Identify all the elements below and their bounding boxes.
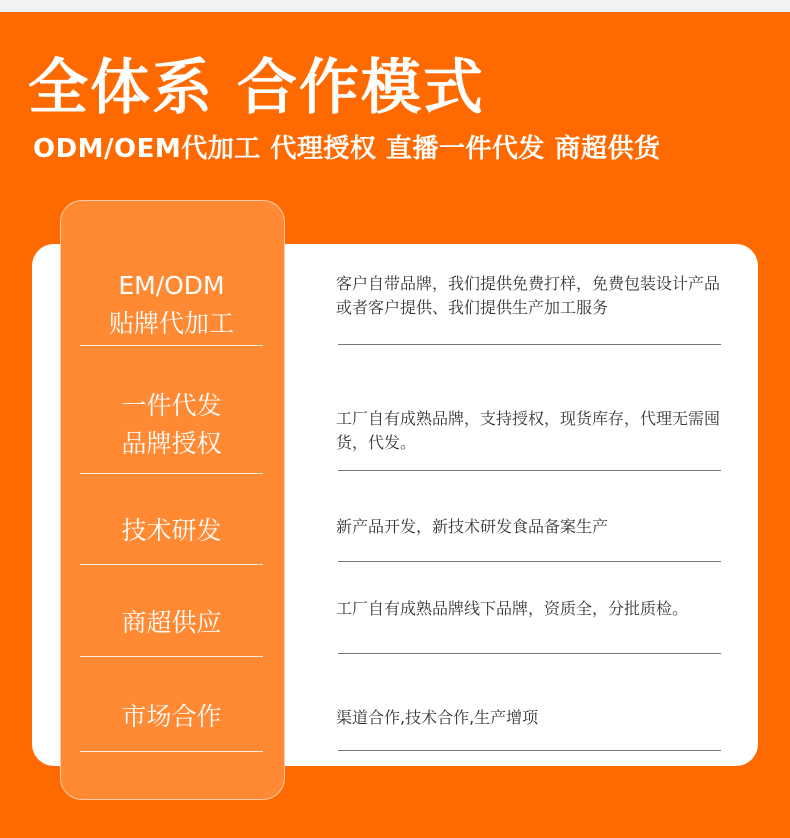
row-4-left-divider <box>80 656 263 657</box>
row-2-description: 工厂自有成熟品牌，支持授权，现货库存，代理无需囤货，代发。 <box>336 409 721 452</box>
left-column <box>60 200 285 800</box>
row-2-title-line-2: 品牌授权 <box>121 429 222 458</box>
row-5-description: 渠道合作,技术合作,生产增项 <box>336 708 539 727</box>
row-4-title <box>80 593 263 653</box>
row-2-left-divider <box>80 473 263 474</box>
row-1-left-divider <box>80 345 263 346</box>
row-5-right-divider <box>338 750 721 751</box>
row-2-title <box>80 377 263 473</box>
row-4-right-divider <box>338 653 721 654</box>
row-3-right-divider <box>338 561 721 562</box>
row-3-left-divider <box>80 564 263 565</box>
row-3-title-line-1: 技术研发 <box>121 516 222 545</box>
top-band <box>0 0 790 12</box>
row-2-right-divider <box>338 470 721 471</box>
row-1-title <box>80 257 263 353</box>
row-4-title-line-1: 商超供应 <box>121 608 222 637</box>
row-3-description: 新产品开发，新技术研发食品备案生产 <box>336 517 609 536</box>
row-5-title-line-1: 市场合作 <box>121 702 222 731</box>
row-1-title-line-1: EM/ODM <box>118 271 225 300</box>
row-3-title <box>80 501 263 561</box>
row-4-description: 工厂自有成熟品牌线下品牌，资质全，分批质检。 <box>336 599 689 618</box>
page-subtitle: ODM/OEM代加工 代理授权 直播一件代发 商超供货 <box>33 134 661 164</box>
row-5-left-divider <box>80 751 263 752</box>
row-1-right-divider <box>338 344 721 345</box>
page-title: 全体系 合作模式 <box>28 53 485 123</box>
row-1-description: 客户自带品牌，我们提供免费打样，免费包装设计产品或者客户提供、我们提供生产加工服务 <box>336 274 721 317</box>
row-2-title-line-1: 一件代发 <box>121 391 222 420</box>
row-1-title-line-2: 贴牌代加工 <box>108 309 234 338</box>
row-5-title <box>80 687 263 747</box>
